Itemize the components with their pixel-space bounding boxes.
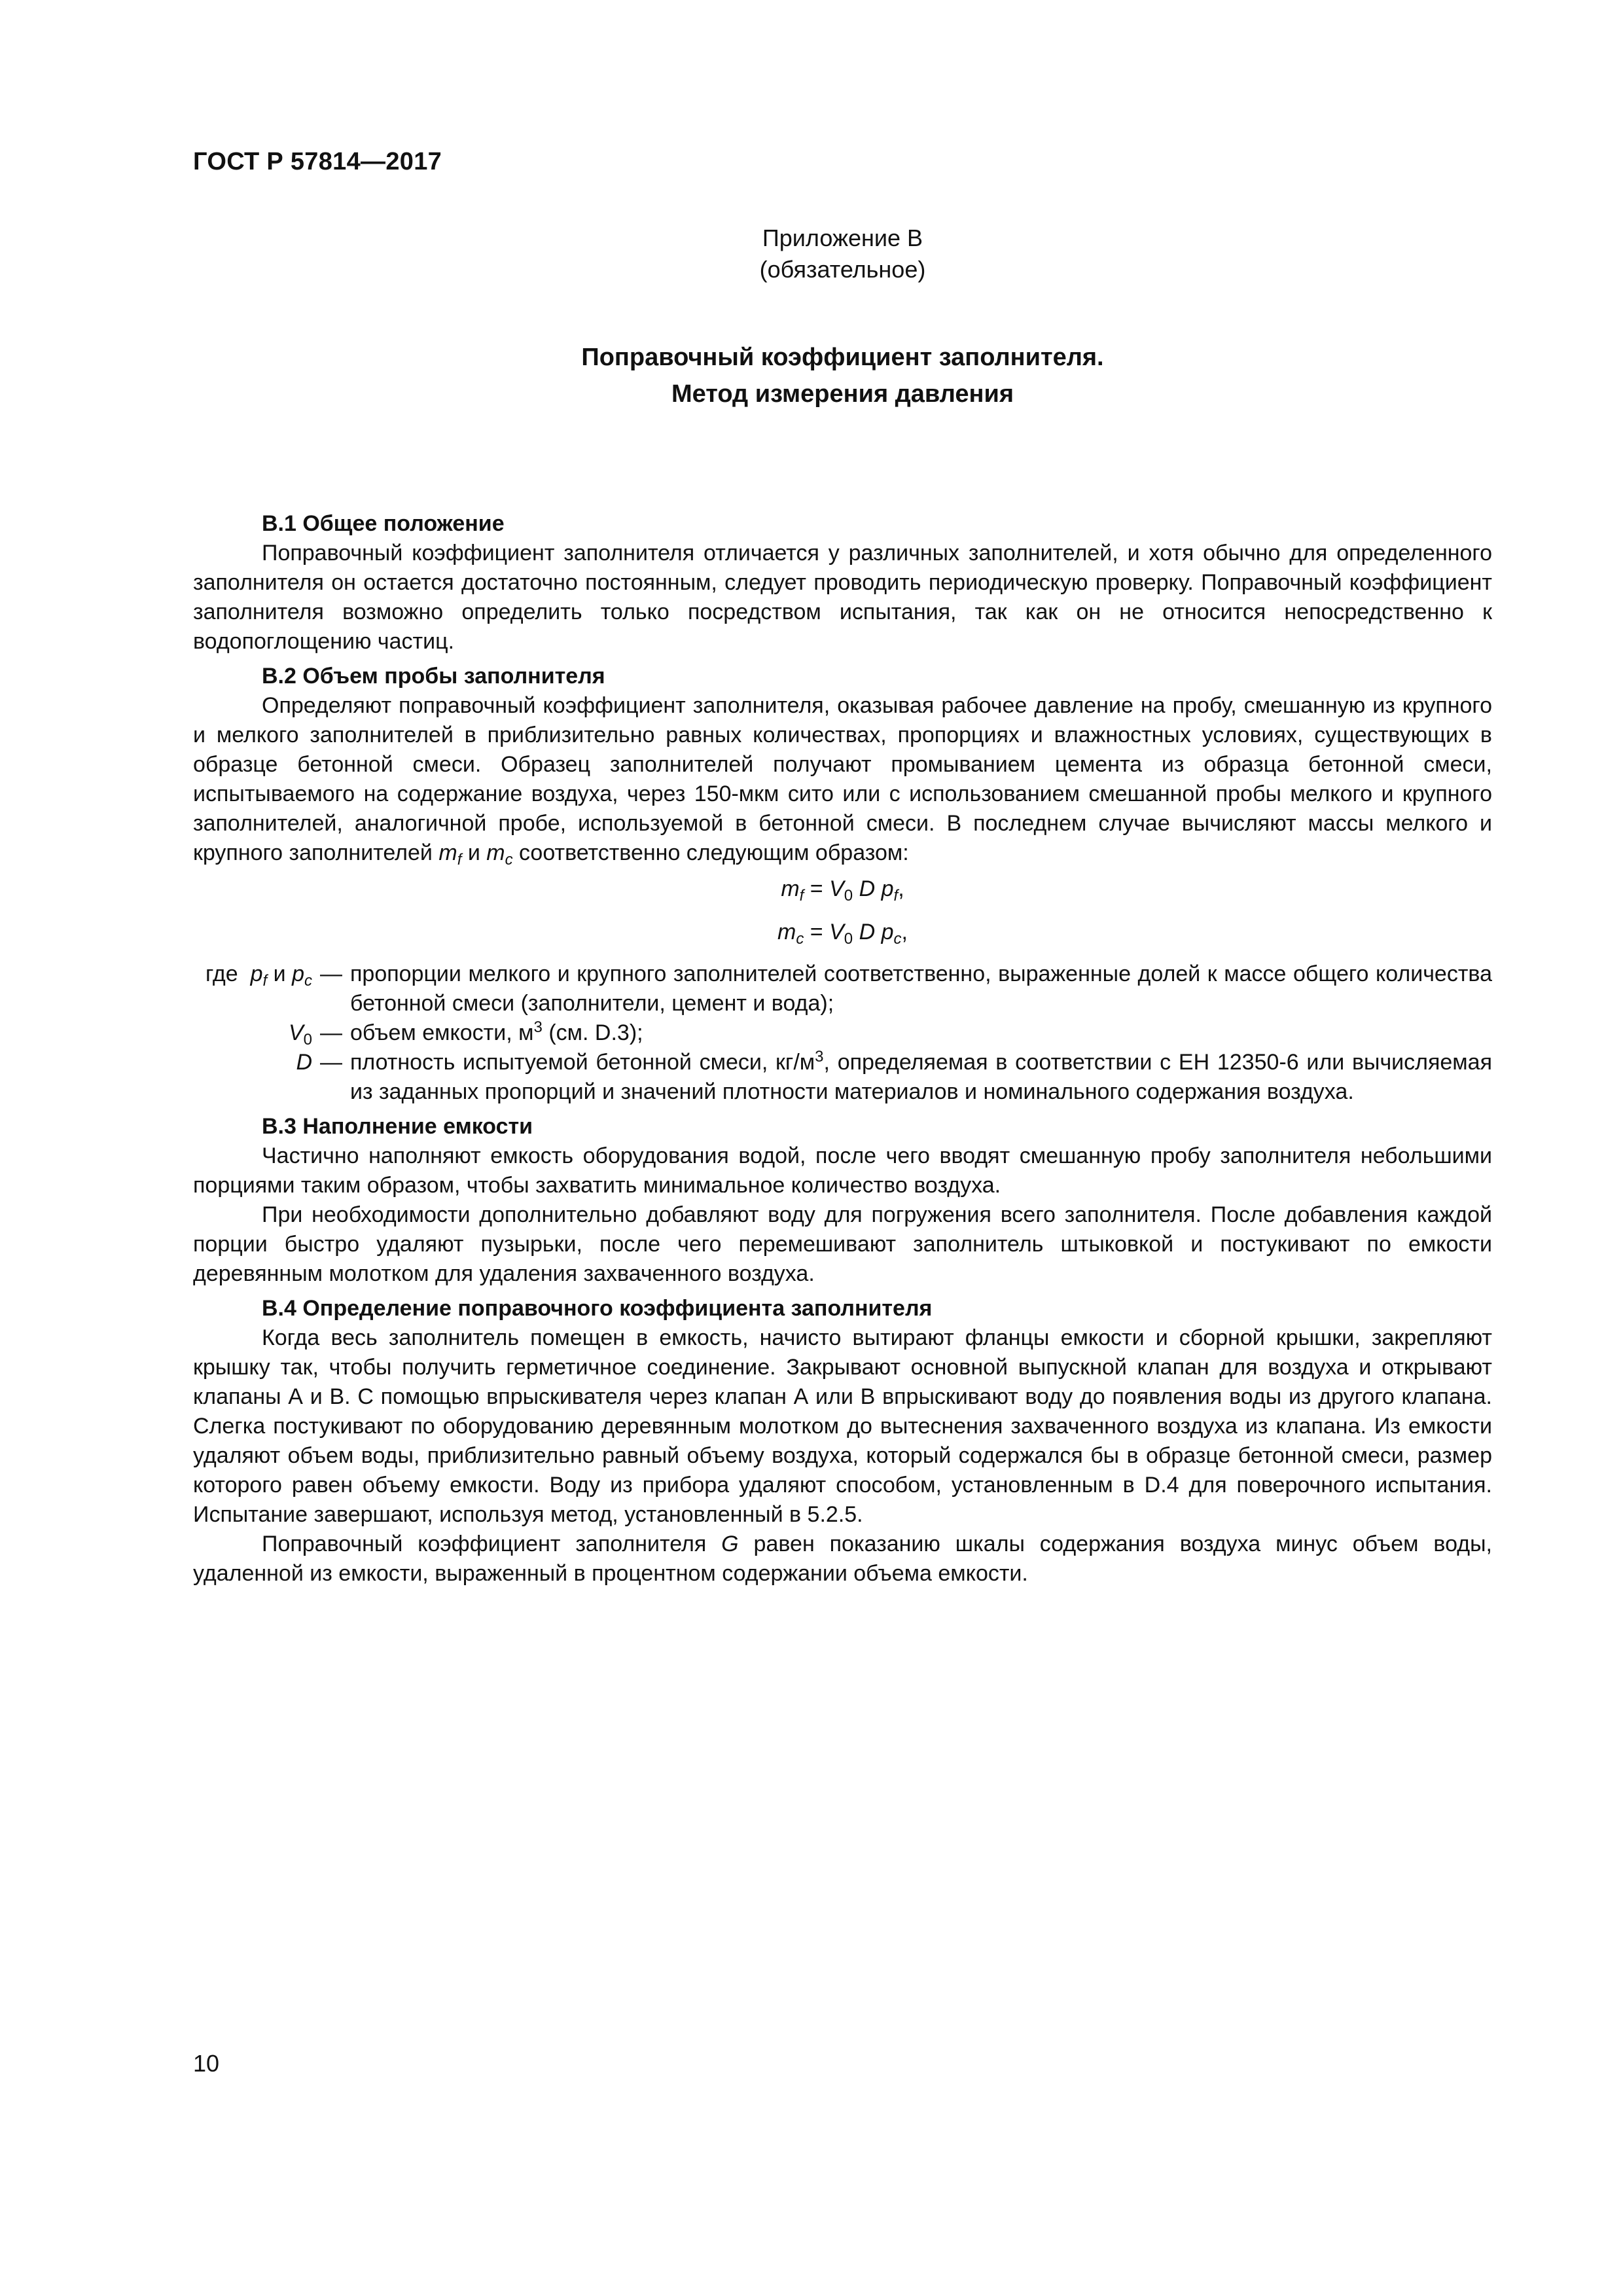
definition-pf-pc: где $p_f$ и $p_c$ — пропорции мелкого и крупного заполнителей соответственно, выраженные долей к массе общего количества бетонной смеси (заполнители, цемент и вода); — [205, 961, 1492, 1016]
annex-title-line2: Метод измерения давления — [671, 380, 1014, 408]
document-code: ГОСТ Р 57814—2017 — [193, 148, 442, 175]
definitions-list — [193, 960, 1492, 1107]
annex-title-line1: Поправочный коэффициент заполнителя. — [581, 344, 1104, 371]
section-heading-b1: В.1 Общее положение — [262, 511, 505, 536]
section-heading-b4: В.4 Определение поправочного коэффициента заполнителя — [262, 1296, 933, 1321]
section-heading-b2: В.2 Объем пробы заполнителя — [262, 664, 605, 689]
formula-mc: $m_c = V_0$ D $p_c$, — [777, 920, 908, 948]
annex-title — [193, 339, 1492, 412]
paragraph-b2-1: Определяют поправочный коэффициент заполнителя, оказывая рабочее давление на пробу, смешанную из крупного и мелкого заполнителей в приблизительно равных количествах, пропорциях и влажностных условиях, существующих в образце бетонной смеси. Образец заполнителей получают промыванием цемента из образца бетонной смеси, испытываемого на содержание воздуха, через 150-мкм сито или с использованием смешанной пробы мелкого и крупного заполнителей, аналогичной пробе, используемой в бетонной смеси. В последнем случае вычисляют массы мелкого и крупного заполнителей $m_f$ и $m_c$ соответственно следующим образом: — [193, 693, 1492, 869]
paragraph-b4-2: Поправочный коэффициент заполнителя G равен показанию шкалы содержания воздуха минус объем воды, удаленной из емкости, выраженный в процентном содержании объема емкости. — [193, 1532, 1493, 1586]
paragraph-b4-1: Когда весь заполнитель помещен в емкость, начисто вытирают фланцы емкости и сборной крышки, закрепляют крышку так, чтобы получить герметичное соединение. Закрывают основной выпускной клапан для воздуха и открывают клапаны А и В. С помощью впрыскивателя через клапан А или В впрыскивают воду до появления воды из другого клапана. Слегка постукивают по оборудованию деревянным молотком до вытеснения захваченного воздуха из клапана. Из емкости удаляют объем воды, приблизительно равный объему воздуха, который содержался бы в образце бетонной смеси, размер которого равен объему емкости. Воду из прибора удаляют способом, установленным в D.4 для поверочного испытания. Испытание завершают, используя метод, установленный в 5.2.5. — [193, 1325, 1492, 1527]
page-number: 10 — [193, 2050, 220, 2077]
definition-v0: $V_0$ — объем емкости, $м^3$ (см. D.3); — [288, 1018, 643, 1049]
annex-heading — [193, 223, 1492, 285]
symbol-mf: $m_f$ — [438, 840, 462, 869]
paragraph-b3-1: Частично наполняют емкость оборудования водой, после чего вводят смешанную пробу заполнителя небольшими порциями таким образом, чтобы захватить минимальное количество воздуха. — [193, 1143, 1492, 1198]
symbol-mc: $m_c$ — [486, 840, 513, 869]
annex-status: (обязательное) — [759, 256, 926, 283]
annex-label: Приложение В — [762, 224, 923, 251]
paragraph-b1-1: Поправочный коэффициент заполнителя отличается у различных заполнителей, и хотя обычно для определенного заполнителя он остается достаточно постоянным, следует проводить периодическую проверку. Поправочный коэффициент заполнителя возможно определить только посредством испытания, так как он не относится непосредственно к водопоглощению частиц. — [193, 541, 1492, 654]
document-body — [193, 509, 1492, 1588]
formula-mf: $m_f = V_0$ D $p_f$, — [781, 876, 904, 905]
symbol-g: G — [721, 1532, 739, 1556]
definition-d: D — плотность испытуемой бетонной смеси, $кг/м^3$, определяемая в соответствии с ЕН 12350-6 или вычисляемая из заданных пропорций и значений плотности материалов и номинального содержания воздуха. — [296, 1048, 1493, 1104]
section-heading-b3: В.3 Наполнение емкости — [262, 1114, 533, 1139]
paragraph-b3-2: При необходимости дополнительно добавляют воду для погружения всего заполнителя. После добавления каждой порции быстро удаляют пузырьки, после чего перемешивают заполнитель штыковкой и постукивают по емкости деревянным молотком для удаления захваченного воздуха. — [193, 1202, 1492, 1286]
